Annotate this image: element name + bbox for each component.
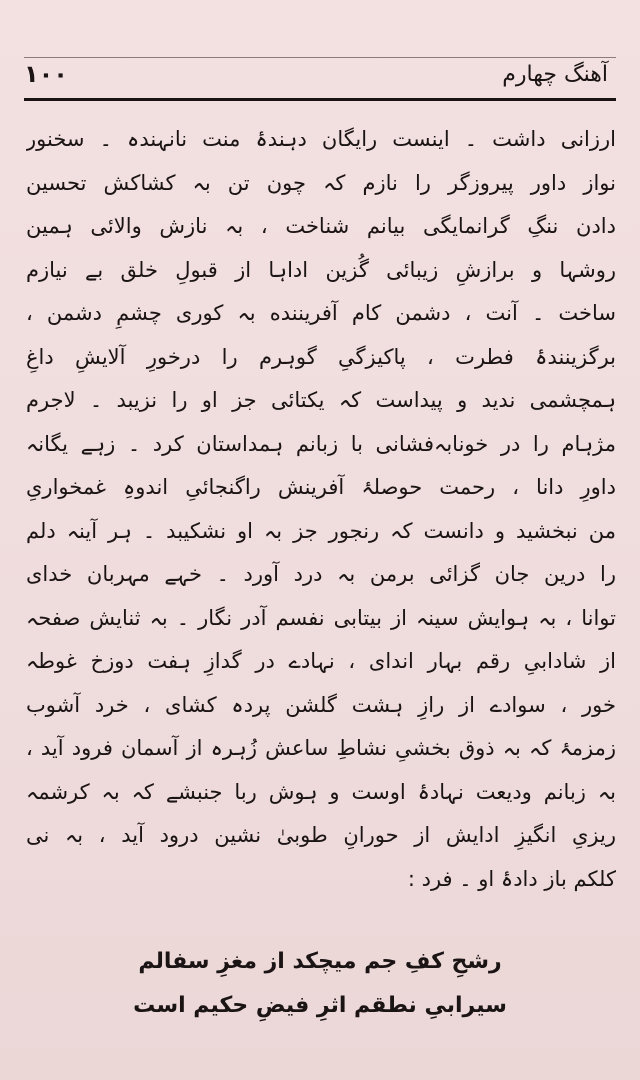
- text-line: ہمچشمی ندید و پیداست کہ یکتائی جز او را نزیبد ۔ لاجرم: [26, 388, 616, 412]
- text-line: داورِ دانا ، رحمت حوصلۂ آفرینش راگنجائیِ اندوہِ غمخواریِ: [26, 475, 616, 499]
- text-line: ارزانی داشت ۔ اینست رایگان دہندۂ منت نانہندہ ۔ سخنور: [26, 127, 616, 151]
- text-line: را درین جان گزائی برمن بہ درد آورد ۔ خہے مہربان خدای: [26, 562, 616, 586]
- verse: [60, 940, 580, 1028]
- body-text: [26, 118, 616, 901]
- text-line: ریزیِ انگیزِ ادایش از حورانِ طوبیٰ نشین درود آید ، بہ نی: [26, 823, 616, 847]
- text-line: از شادابیِ رقم بہار اندای ، نہادے در گدازِ ہفت دوزخ غوطہ: [26, 649, 616, 673]
- running-title: آهنگ چهارم: [502, 62, 608, 87]
- text-line: روشہا و برازشِ زیبائی گُزین اداہا از قبولِ خلق بے نیازم: [26, 257, 616, 282]
- text-line: کلکم باز دادۂ او ۔ فرد :: [407, 866, 616, 891]
- text-line: نواز داور پیروزگر را نازم کہ چون تن بہ کشاکش تحسین: [26, 170, 616, 195]
- text-line: ساخت ۔ آنت ، دشمن کام آفریننده بہ کوری چشمِ دشمن ،: [26, 301, 616, 325]
- text-line: توانا ، بہ ہوایش سینہ از بیتابی نفسم آدر نگار ۔ بہ ثنایش صفحہ: [26, 605, 616, 630]
- text-line: زمزمۂ کہ بہ ذوق بخشیِ نشاطِ ساعش زُہرہ از آسمان فرود آید ،: [26, 736, 616, 760]
- page-header: [24, 60, 616, 96]
- text-line: خور ، سوادے از رازِ ہشت گلشن پردہ کشای ، خرد آشوب: [26, 692, 616, 717]
- verse-line: رشحِ کفِ جم میچکد از مغزِ سفالم: [138, 949, 502, 974]
- page-number: ۱۰۰: [24, 60, 68, 88]
- verse-line: سیرابیِ نطقم اثرِ فیضِ حکیم است: [133, 993, 507, 1018]
- text-line: بہ زبانم ودیعت نہادۂ اوست و ہوش ربا جنبشے کہ بہ کرشمہ: [26, 779, 616, 804]
- top-rule: [24, 57, 616, 58]
- header-rule: [24, 98, 616, 101]
- text-line: من نبخشید و دانست کہ رنجور جز بہ او نشکیبد ۔ ہر آینہ دلم: [26, 518, 616, 543]
- text-line: مژہام را در خونابہ‌فشانی با زبانم ہمداستان کرد ۔ زہے یگانہ: [26, 431, 616, 456]
- text-line: دادن ننگِ گرانمایگی بیانم شناخت ، بہ نازش والائی ہمین: [26, 214, 616, 238]
- text-line: برگزینندۂ فطرت ، پاکیزگیِ گوہرم را درخورِ آلایشِ داغِ: [26, 344, 616, 369]
